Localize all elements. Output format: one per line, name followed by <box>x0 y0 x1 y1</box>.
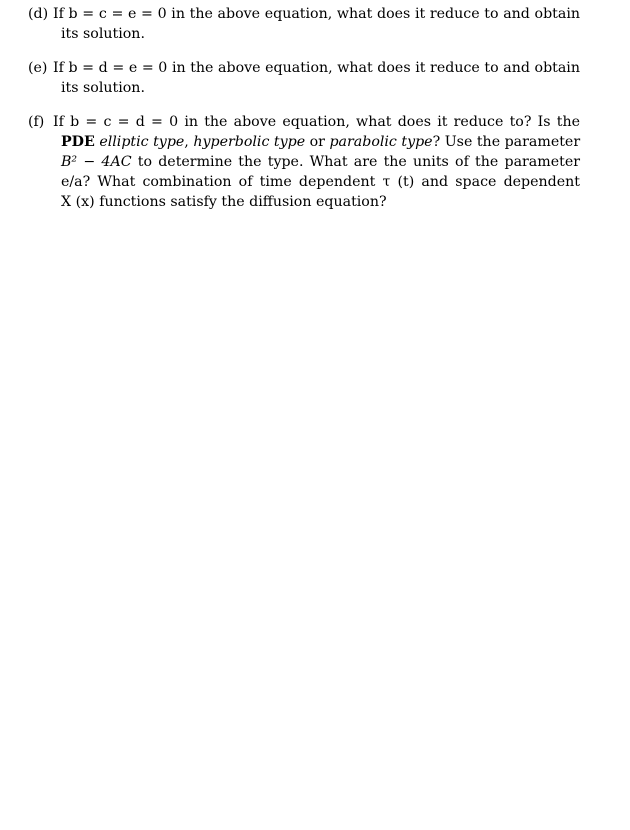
question-f-line-5: X (x) functions satisfy the diffusion equation? <box>61 194 387 210</box>
or-word: or <box>309 134 325 150</box>
pde-term: PDE <box>61 134 95 150</box>
question-e-label: (e) <box>28 60 48 76</box>
question-f-line-3-rest: to determine the type. What are the units of the parameter <box>137 154 580 170</box>
question-d-label: (d) <box>28 6 49 22</box>
elliptic-term: elliptic type <box>99 134 185 150</box>
question-e-line-2: its solution. <box>61 80 145 96</box>
question-f-line-2-rest: ? Use the parameter <box>432 134 581 150</box>
question-d-line-2: its solution. <box>61 26 145 42</box>
question-e <box>28 58 580 98</box>
question-d-line-1: If b = c = e = 0 in the above equation, what does it reduce to and obtain <box>53 6 580 22</box>
question-f-line-2: PDE elliptic type, hyperbolic type or parabolic type? Use the parameter <box>61 134 581 150</box>
question-d <box>28 4 580 44</box>
discriminant-expression: B² − 4AC <box>61 154 132 170</box>
question-e-line-1: If b = d = e = 0 in the above equation, what does it reduce to and obtain <box>53 60 580 76</box>
question-f-line-4: e/a? What combination of time dependent τ (t) and space dependent <box>61 174 580 190</box>
question-f <box>28 112 580 212</box>
question-f-label: (f) <box>28 114 45 130</box>
hyperbolic-term: hyperbolic type <box>193 134 306 150</box>
question-f-line-1: If b = c = d = 0 in the above equation, what does it reduce to? Is the <box>53 114 580 130</box>
parabolic-term: parabolic type <box>329 134 433 150</box>
question-f-line-3 <box>61 152 580 172</box>
